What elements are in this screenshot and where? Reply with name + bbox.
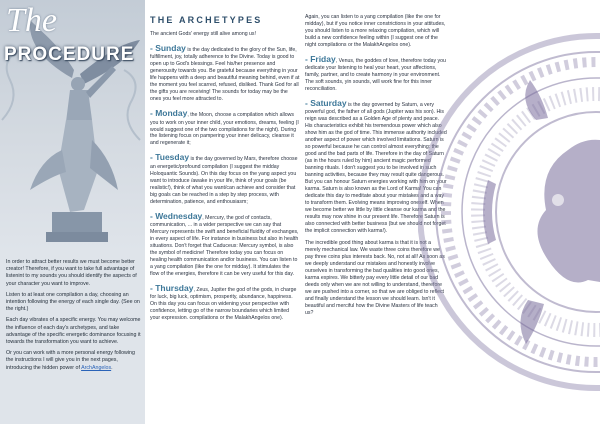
day-sunday <box>150 43 300 103</box>
day-name: - Friday <box>305 53 336 64</box>
day-name: - Wednesday <box>150 210 203 221</box>
day-name: - Saturday <box>305 98 347 109</box>
procedure-paragraph: In order to attract better results we must become better creator! Therefore, if you want to take full advantage of listenint to my sounds you should identify the aspects of your character you want to improve. <box>6 259 137 287</box>
day-tuesday <box>150 152 300 205</box>
procedure-text <box>6 259 142 376</box>
link-suffix: . <box>111 364 113 371</box>
archetypes-column-1 <box>150 14 300 327</box>
day-text: is the day governed by Mars, therefore choose an energetic/profound compilation (I suggest the midday Holoquantic Sounds). On this day focus on the yang aspect you want to introduce /awake in your life, think of your goals (be realistic!), think of what you want/can achieve and consider that big goals can be reached in a step by step process, with determination, patience, and enthousiasm; <box>150 156 298 205</box>
thursday-continued: Again, you can listen to a yang compilation (like the one for midday), but if you notice inner constrictions in your attitudes, you should listen to a more relaxing compilation, which will build a new confidence feeling within (I suggest one of the night compilations or the MalakhAngelos one). <box>305 14 446 48</box>
procedure-paragraph: Each day vibrates of a specific energy. You may welcome the influence of each day's archetypes, and take advantage of the specific energetic dominance focusing it towards the transformation you want to achieve. <box>6 317 141 346</box>
title-procedure: PROCEDURE <box>4 44 135 65</box>
day-name: - Sunday <box>150 43 186 54</box>
ornamental-coin-icon <box>418 0 600 424</box>
day-name: - Tuesday <box>150 152 190 163</box>
archetypes-heading: THE ARCHETYPES <box>150 15 263 25</box>
day-name: - Thursday <box>150 282 194 293</box>
day-text: , Mercury, the god of contacts, communication, ... in a wider perspective we can say that Mercury represents the swift and beneficial fluidity of exchanges, in every aspect of life. For instance in business but also in health situations. Don't forget that Caduceus: Mercury symbol, is also the symbol of medicine! Therefore today you can focus on healing health communication and/or business. You can listen to a yang compilation (like the one for midday). It stimulates the flow of the energies, therefore it can be very useful for this day. <box>150 214 299 277</box>
day-text: , the Moon, choose a compilation which allows you to work on your inner child, your emotions, dreams, feeling (I would suggest one of the two compilations for the night). During the listening focus on pampering your inner delicacy, cleanse it and regenerate it; <box>150 112 299 147</box>
day-thursday <box>150 283 300 322</box>
day-text: is the day governed by Saturn, a very powerful god, the father of all gods (Jupiter was his son). His reign was described as a Golden Age of plenty and peace. His characteristics exhibit his tremendous power which also show him as the god of time. This immense authority included another aspect of power which involved limitations. Saturn is so powerful because he can control almost everything: the good and the bad parts of life. Therefore in the day of Saturn (as in the hours ruled by him) ancient magic performed banning rituals. I don't suggest you to be involved in such banning activities, because they may result quite dangerous. But you can honour Saturn energies working with him on your karma. Saturn is also known as the Lord of Karma! You can dedicate this day to meditate about your mistakes and a way to transform them. Evolving means improving oneself. When we become better we little by little cleanse our karma and the results may now shine in our present life. Therefore Saturn is also connected with better business (but we should not forget the implicit connection with karma!). <box>305 102 447 234</box>
day-name: - Monday <box>150 108 188 119</box>
title-the: The <box>6 2 57 39</box>
procedure-paragraph: Listen to at least one compilation a day, choosing an intention following the energy of each single day. (See on the right.) <box>6 291 140 313</box>
left-panel <box>0 0 145 424</box>
archangelos-link[interactable]: ArchAngelos <box>81 364 112 371</box>
procedure-paragraph-last <box>6 350 142 372</box>
day-text: , Zeus, Jupiter the god of the gods, in charge for luck, big luck, optimism, prosperity, abundance, happiness. On this day you can focus on widening your perspective with confidence, letting go of the narrow boundaries which limited your expression. compilations or the MalakhAngelos one). <box>150 286 297 322</box>
karma-closing: The incredible good thing about karma is that it is not a merely mechanical law. We waste three coins therefore we pay three coins plus interests back. No, not at all! As soon as we deeply understand our mistakes and honestly involve ourselves in transforming the bad qualities into good ones, karma expires. We bitterly pay every little detail of our bad deeds only when we are not willing to understand, therefore we are pushed into a corner, so that we are obliged to reflect and finally understand the lesson we should learn. Isn't it beautiful and merciful how the Divine Masters of life teach us? <box>305 239 445 316</box>
day-monday <box>150 108 300 147</box>
procedure-paragraph-text: Or you can work with a more personal energy following the instructions I will give you in the next pages, introducing the hidden power of <box>6 350 135 371</box>
day-text: is the day dedicated to the glory of the Sun, life, fulfillment, joy, totally adherence to the Divine. Today is good to open up to God's blessings. Feel his/her presence and generousity towards you. Be grateful because everything in your life happens with a deep and beautiful meaning behind, even if at the moment you feel scarred, refused, disliked. Thank God for all the gifts you are receiving! The sounds for today may be the ones you feel more attracted to. <box>150 47 300 103</box>
day-wednesday <box>150 211 300 278</box>
day-text: , Venus, the goddes of love, therefore today you dedicate your listening to heal your heart, your affections, family, partner, and to create harmony in your environment. The soft sounds, yin sounds, will work fine for this inner reconciliation. <box>305 57 446 93</box>
archetypes-intro: The ancient Gods' energy still alive among us! <box>150 31 256 38</box>
